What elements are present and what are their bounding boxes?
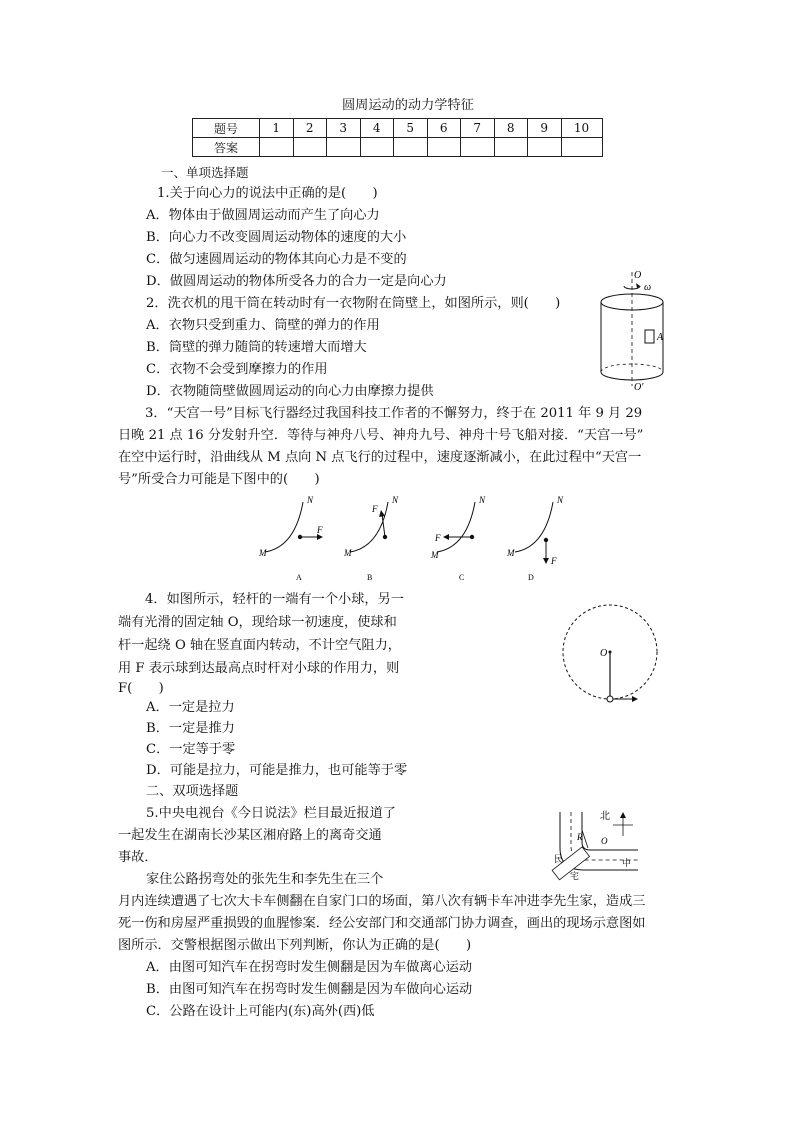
answer-cell[interactable]: [327, 138, 361, 157]
label-N: N: [479, 495, 486, 505]
question-1-option-a: A．物体由于做圆周运动而产生了向心力: [146, 208, 380, 223]
table-header-cell: 题号: [193, 119, 260, 138]
road-bend-figure: [538, 804, 640, 886]
section-heading: 一、单项选择题: [161, 165, 249, 180]
label-O-bottom: O′: [634, 382, 644, 393]
answer-cell[interactable]: [494, 138, 528, 157]
label-M: M: [259, 548, 267, 558]
answer-cell[interactable]: [360, 138, 394, 157]
answer-cell[interactable]: [394, 138, 428, 157]
question-4-option-d: D．可能是拉力，可能是推力，也可能等于零: [146, 763, 408, 778]
option-c-diagram: [430, 495, 486, 582]
table-row: [193, 138, 603, 157]
option-b-diagram: [343, 495, 399, 582]
section-heading: 二、双项选择题: [146, 784, 239, 799]
question-2-stem: 2．洗衣机的甩干筒在转动时有一衣物附在筒壁上，如图所示，则( ): [146, 296, 561, 311]
label-F: F: [551, 556, 557, 566]
question-5-option-c: C．公路在设计上可能内(东)高外(西)低: [146, 1004, 375, 1019]
answer-cell[interactable]: [293, 138, 327, 157]
question-5-line-1: 5.中央电视台《今日说法》栏目最近报道了: [146, 806, 396, 821]
question-3-line-3: 在空中运行时，沿曲线从 M 点向 N 点飞行的过程中，速度逐渐减小，在此过程中“天宫一: [118, 450, 642, 465]
table-cell: 5: [394, 119, 428, 138]
label-M: M: [431, 550, 439, 560]
question-4-line-1: 4．如图所示，轻杆的一端有一个小球，另一: [145, 592, 404, 607]
label-N: N: [557, 495, 564, 505]
label-M: M: [344, 548, 352, 558]
answer-cell[interactable]: [528, 138, 562, 157]
label-M: M: [507, 548, 515, 558]
table-cell: 4: [360, 119, 394, 138]
question-5-line-5: 月内连续遭遇了七次大卡车侧翻在自家门口的场面，第八次有辆卡车冲进李先生家，造成三: [118, 894, 646, 909]
trajectory-options-figure: [255, 492, 575, 587]
question-1-option-b: B．向心力不改变圆周运动物体的速度的大小: [146, 230, 407, 245]
label-house-2: 宅: [570, 871, 580, 881]
question-5-option-b: B．由图可知汽车在拐弯时发生侧翻是因为车做向心运动: [146, 982, 473, 997]
rod-circle-figure: [560, 600, 662, 708]
question-4-line-5: F( ): [118, 681, 164, 696]
question-2-option-d: D．衣物随筒壁做圆周运动的向心力由摩擦力提供: [146, 384, 434, 399]
question-4-option-c: C．一定等于零: [146, 742, 236, 757]
answer-cell[interactable]: [427, 138, 461, 157]
question-4-option-b: B．一定是推力: [146, 721, 235, 736]
option-a-diagram: [258, 495, 323, 582]
page-title: 圆周运动的动力学特征: [342, 98, 474, 113]
label-O: O: [600, 648, 608, 659]
label-F: F: [317, 525, 323, 535]
question-5-line-4: 家住公路拐弯处的张先生和李先生在三个: [146, 872, 384, 887]
option-d-diagram: [506, 495, 564, 582]
label-N: N: [392, 495, 399, 505]
label-A: A: [296, 573, 302, 582]
table-cell: 1: [260, 119, 294, 138]
question-5-option-a: A．由图可知汽车在拐弯时发生侧翻是因为车做离心运动: [146, 960, 473, 975]
label-B: B: [367, 573, 373, 582]
question-3-line-1: 3．“天宫一号”目标飞行器经过我国科技工作者的不懈努力，终于在 2011 年 9 月 29: [145, 406, 643, 421]
question-2-option-b: B．筒壁的弹力随筒的转速增大而增大: [146, 340, 367, 355]
table-header-cell: 答案: [193, 138, 260, 157]
question-1-option-d: D．做圆周运动的物体所受各力的合力一定是向心力: [146, 274, 447, 289]
question-5-line-3: 事故．: [118, 850, 158, 865]
label-D: D: [528, 573, 534, 582]
table-cell: 2: [293, 119, 327, 138]
table-row: [193, 119, 603, 138]
question-2-option-c: C．衣物不会受到摩擦力的作用: [146, 362, 328, 377]
table-cell: 10: [561, 119, 602, 138]
label-omega: ω: [644, 282, 652, 293]
label-road: 中: [622, 858, 632, 868]
table-cell: 9: [528, 119, 562, 138]
label-north: 北: [600, 811, 610, 822]
question-5-line-2: 一起发生在湖南长沙某区湘府路上的离奇交通: [118, 828, 382, 843]
question-4-option-a: A．一定是拉力: [146, 700, 235, 715]
label-N: N: [307, 495, 314, 505]
table-cell: 7: [461, 119, 495, 138]
question-5-line-7: 图所示．交警根据图示做出下列判断，你认为正确的是( ): [118, 938, 472, 953]
label-R: R: [577, 832, 583, 842]
question-2-option-a: A．衣物只受到重力、筒壁的弹力的作用: [146, 318, 380, 333]
label-F: F: [372, 504, 378, 514]
label-A: A: [657, 332, 664, 343]
answer-cell[interactable]: [461, 138, 495, 157]
table-cell: 6: [427, 119, 461, 138]
answer-table: [192, 118, 603, 157]
table-cell: 8: [494, 119, 528, 138]
answer-cell[interactable]: [561, 138, 602, 157]
dryer-cylinder-figure: [590, 268, 680, 398]
question-3-line-2: 日晚 21 点 16 分发射升空．等待与神舟八号、神舟九号、神舟十号飞船对接．“天宫一号”: [118, 428, 644, 443]
question-1-stem: 1.关于向心力的说法中正确的是( ): [157, 186, 378, 201]
table-cell: 3: [327, 119, 361, 138]
question-5-line-6: 死一伤和房屋严重损毁的血腥惨案．经公安部门和交通部门协力调查，画出的现场示意图如: [118, 916, 646, 931]
question-3-line-4: 号”所受合力可能是下图中的( ): [118, 472, 320, 487]
label-O-top: O: [634, 270, 642, 281]
answer-cell[interactable]: [260, 138, 294, 157]
label-O: O: [601, 836, 608, 846]
label-house-1: 民: [554, 854, 564, 864]
question-4-line-3: 杆一起绕 O 轴在竖直面内转动，不计空气阻力，: [118, 638, 401, 653]
label-F: F: [435, 533, 441, 543]
question-4-line-2: 端有光滑的固定轴 O，现给球一初速度，使球和: [118, 615, 397, 630]
question-1-option-c: C．做匀速圆周运动的物体其向心力是不变的: [146, 252, 407, 267]
label-C: C: [459, 573, 465, 582]
question-4-line-4: 用 F 表示球到达最高点时杆对小球的作用力，则: [118, 661, 400, 676]
